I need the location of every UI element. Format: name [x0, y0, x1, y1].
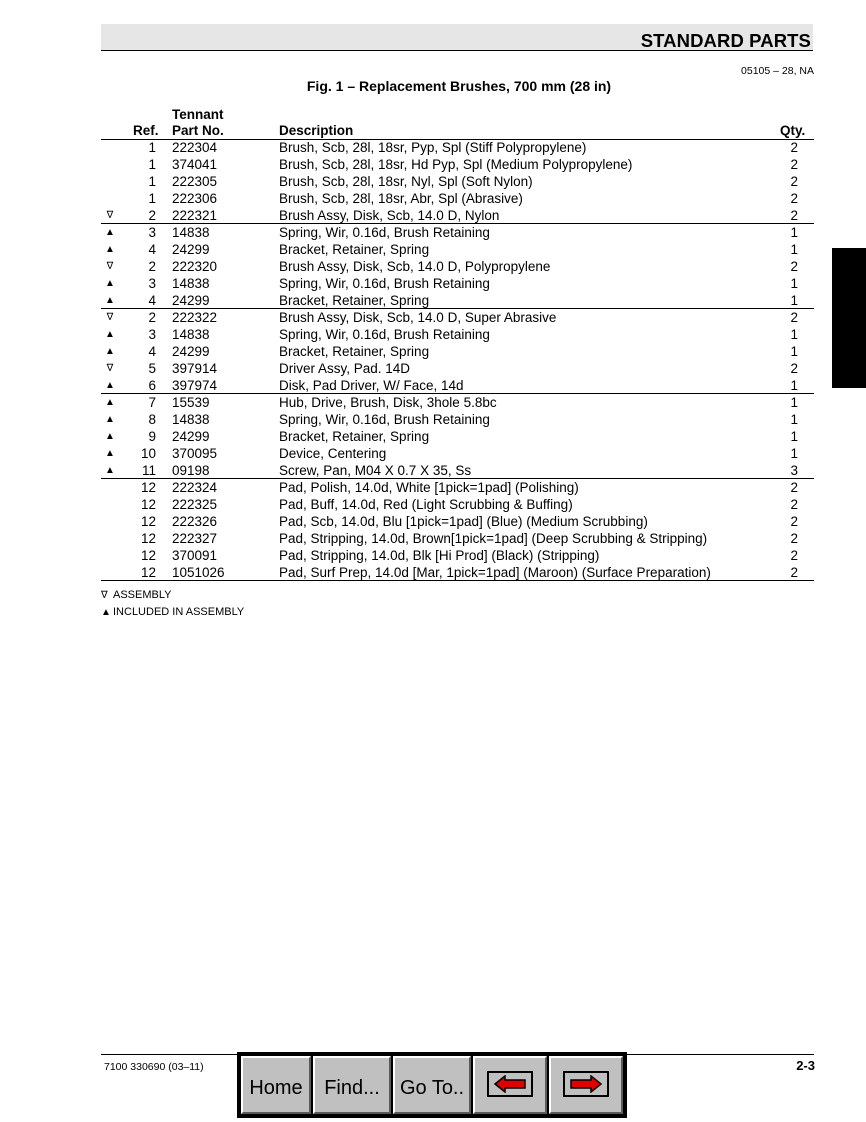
- row-mark: ∇: [106, 210, 114, 221]
- row-ref: 2: [148, 259, 156, 274]
- row-part-number: 222306: [172, 191, 218, 206]
- row-description: Brush, Scb, 28l, 18sr, Abr, Spl (Abrasive): [279, 191, 523, 206]
- row-ref: 9: [148, 429, 156, 444]
- table-row: [0, 462, 866, 479]
- find-button[interactable]: Find...: [313, 1056, 391, 1114]
- table-row: [0, 275, 866, 292]
- table-row: [0, 513, 866, 530]
- assembly-symbol: ∇: [101, 590, 108, 601]
- row-description: Bracket, Retainer, Spring: [279, 293, 430, 308]
- table-row: [0, 496, 866, 513]
- row-part-number: 24299: [172, 242, 210, 257]
- row-mark: ▲: [105, 295, 115, 306]
- row-qty: 1: [790, 395, 798, 410]
- row-ref: 3: [148, 327, 156, 342]
- row-part-number: 222327: [172, 531, 218, 546]
- row-ref: 1: [148, 140, 156, 155]
- row-description: Pad, Surf Prep, 14.0d [Mar, 1pick=1pad] (Maroon) (Surface Preparation): [279, 565, 711, 580]
- row-description: Bracket, Retainer, Spring: [279, 344, 430, 359]
- row-description: Brush Assy, Disk, Scb, 14.0 D, Polypropylene: [279, 259, 551, 274]
- manual-code: 7100 330690 (03–11): [104, 1061, 204, 1073]
- row-part-number: 397914: [172, 361, 218, 376]
- row-ref: 1: [148, 157, 156, 172]
- row-qty: 2: [790, 174, 798, 189]
- row-mark: ▲: [105, 329, 115, 340]
- goto-button[interactable]: Go To..: [393, 1056, 471, 1114]
- row-description: Pad, Buff, 14.0d, Red (Light Scrubbing & Buffing): [279, 497, 573, 512]
- table-row: [0, 207, 866, 224]
- row-qty: 1: [790, 276, 798, 291]
- row-ref: 1: [148, 174, 156, 189]
- col-head-part-line1: Tennant: [172, 107, 224, 122]
- table-row: [0, 326, 866, 343]
- table-row: [0, 156, 866, 173]
- row-part-number: 14838: [172, 412, 210, 427]
- row-qty: 1: [790, 446, 798, 461]
- row-mark: ▲: [105, 346, 115, 357]
- table-row: [0, 309, 866, 326]
- row-description: Brush Assy, Disk, Scb, 14.0 D, Nylon: [279, 208, 500, 223]
- row-description: Brush, Scb, 28l, 18sr, Nyl, Spl (Soft Nylon): [279, 174, 533, 189]
- next-page-button[interactable]: [549, 1056, 623, 1114]
- row-qty: 2: [790, 140, 798, 155]
- row-part-number: 14838: [172, 327, 210, 342]
- table-row: [0, 360, 866, 377]
- row-mark: ▲: [105, 448, 115, 459]
- row-qty: 3: [790, 463, 798, 478]
- section-title: STANDARD PARTS: [640, 30, 811, 51]
- table-row: [0, 547, 866, 564]
- row-part-number: 222305: [172, 174, 218, 189]
- row-description: Spring, Wir, 0.16d, Brush Retaining: [279, 327, 490, 342]
- included-symbol: ▲: [101, 607, 111, 618]
- row-description: Spring, Wir, 0.16d, Brush Retaining: [279, 225, 490, 240]
- row-qty: 2: [790, 259, 798, 274]
- row-description: Brush, Scb, 28l, 18sr, Pyp, Spl (Stiff Polypropylene): [279, 140, 587, 155]
- table-row: [0, 292, 866, 309]
- row-mark: ▲: [105, 380, 115, 391]
- row-ref: 8: [148, 412, 156, 427]
- right-arrow-icon: [569, 1075, 603, 1093]
- row-ref: 12: [140, 548, 156, 563]
- row-ref: 7: [148, 395, 156, 410]
- page-number: 2-3: [796, 1058, 815, 1073]
- row-qty: 1: [790, 429, 798, 444]
- table-row: [0, 479, 866, 496]
- row-ref: 12: [140, 497, 156, 512]
- row-part-number: 24299: [172, 429, 210, 444]
- doc-code: 05105 – 28, NA: [741, 65, 814, 77]
- row-ref: 12: [140, 565, 156, 580]
- row-part-number: 14838: [172, 225, 210, 240]
- legend-included: [101, 606, 244, 618]
- row-mark: ▲: [105, 244, 115, 255]
- row-description: Bracket, Retainer, Spring: [279, 429, 430, 444]
- row-qty: 1: [790, 293, 798, 308]
- row-description: Pad, Stripping, 14.0d, Brown[1pick=1pad] (Deep Scrubbing & Stripping): [279, 531, 708, 546]
- row-description: Hub, Drive, Brush, Disk, 3hole 5.8bc: [279, 395, 497, 410]
- row-ref: 5: [148, 361, 156, 376]
- previous-page-button[interactable]: [473, 1056, 547, 1114]
- row-part-number: 24299: [172, 293, 210, 308]
- row-qty: 2: [790, 480, 798, 495]
- table-end-rule: [101, 580, 814, 581]
- row-qty: 1: [790, 344, 798, 359]
- table-row: [0, 224, 866, 241]
- row-mark: ▲: [105, 278, 115, 289]
- col-head-qty: Qty.: [780, 123, 806, 138]
- row-part-number: 222325: [172, 497, 218, 512]
- row-mark: ▲: [105, 414, 115, 425]
- row-qty: 2: [790, 157, 798, 172]
- row-description: Driver Assy, Pad. 14D: [279, 361, 411, 376]
- row-qty: 2: [790, 514, 798, 529]
- row-ref: 4: [148, 344, 156, 359]
- row-part-number: 222322: [172, 310, 218, 325]
- legend-assembly: [101, 589, 172, 601]
- row-part-number: 222324: [172, 480, 218, 495]
- row-part-number: 24299: [172, 344, 210, 359]
- table-row: [0, 139, 866, 156]
- table-row: [0, 258, 866, 275]
- row-ref: 3: [148, 276, 156, 291]
- row-qty: 1: [790, 378, 798, 393]
- assembly-label: ASSEMBLY: [113, 589, 172, 601]
- col-head-part-line2: Part No.: [172, 123, 224, 138]
- included-label: INCLUDED IN ASSEMBLY: [113, 606, 245, 618]
- row-mark: ∇: [106, 312, 114, 323]
- row-qty: 2: [790, 531, 798, 546]
- row-description: Spring, Wir, 0.16d, Brush Retaining: [279, 276, 490, 291]
- table-row: [0, 173, 866, 190]
- row-ref: 12: [140, 514, 156, 529]
- previous-arrow-frame: [487, 1071, 533, 1097]
- table-row: [0, 343, 866, 360]
- row-ref: 3: [148, 225, 156, 240]
- row-qty: 2: [790, 191, 798, 206]
- row-ref: 11: [141, 463, 156, 478]
- row-ref: 4: [148, 293, 156, 308]
- row-qty: 1: [790, 327, 798, 342]
- row-mark: ∇: [106, 363, 114, 374]
- row-ref: 12: [140, 531, 156, 546]
- row-part-number: 370091: [172, 548, 218, 563]
- left-arrow-icon: [493, 1075, 527, 1093]
- row-ref: 2: [148, 208, 156, 223]
- row-part-number: 09198: [172, 463, 210, 478]
- row-qty: 1: [790, 225, 798, 240]
- row-part-number: 14838: [172, 276, 210, 291]
- row-description: Screw, Pan, M04 X 0.7 X 35, Ss: [279, 463, 472, 478]
- row-mark: ∇: [106, 261, 114, 272]
- table-row: [0, 241, 866, 258]
- row-description: Disk, Pad Driver, W/ Face, 14d: [279, 378, 464, 393]
- row-qty: 2: [790, 548, 798, 563]
- col-head-ref: Ref.: [133, 123, 159, 138]
- row-mark: ▲: [105, 431, 115, 442]
- row-qty: 2: [790, 565, 798, 580]
- table-row: [0, 377, 866, 394]
- table-row: [0, 564, 866, 581]
- row-mark: ▲: [105, 397, 115, 408]
- row-ref: 10: [140, 446, 156, 461]
- row-description: Brush, Scb, 28l, 18sr, Hd Pyp, Spl (Medium Polypropylene): [279, 157, 633, 172]
- row-part-number: 222304: [172, 140, 218, 155]
- table-row: [0, 428, 866, 445]
- row-qty: 1: [790, 242, 798, 257]
- table-row: [0, 394, 866, 411]
- row-description: Pad, Scb, 14.0d, Blu [1pick=1pad] (Blue) (Medium Scrubbing): [279, 514, 648, 529]
- row-description: Brush Assy, Disk, Scb, 14.0 D, Super Abrasive: [279, 310, 557, 325]
- home-button[interactable]: Home: [241, 1056, 311, 1114]
- table-row: [0, 445, 866, 462]
- row-qty: 2: [790, 208, 798, 223]
- row-part-number: 222326: [172, 514, 218, 529]
- header-bar: [101, 24, 813, 51]
- row-description: Pad, Stripping, 14.0d, Blk [Hi Prod] (Black) (Stripping): [279, 548, 600, 563]
- row-description: Bracket, Retainer, Spring: [279, 242, 430, 257]
- row-qty: 2: [790, 497, 798, 512]
- row-part-number: 370095: [172, 446, 218, 461]
- row-ref: 1: [148, 191, 156, 206]
- parts-table: [0, 139, 866, 581]
- figure-title: Fig. 1 – Replacement Brushes, 700 mm (28 in): [306, 78, 612, 94]
- nav-bar: [237, 1052, 627, 1118]
- row-ref: 4: [148, 242, 156, 257]
- table-row: [0, 411, 866, 428]
- row-qty: 1: [790, 412, 798, 427]
- section-tab: [832, 248, 866, 388]
- row-part-number: 1051026: [172, 565, 225, 580]
- row-part-number: 397974: [172, 378, 218, 393]
- row-mark: ▲: [105, 227, 115, 238]
- col-head-description: Description: [279, 123, 354, 138]
- row-mark: ▲: [105, 465, 115, 476]
- table-row: [0, 530, 866, 547]
- next-arrow-frame: [563, 1071, 609, 1097]
- row-qty: 2: [790, 361, 798, 376]
- row-part-number: 374041: [172, 157, 218, 172]
- row-ref: 2: [148, 310, 156, 325]
- row-part-number: 222321: [172, 208, 218, 223]
- row-description: Pad, Polish, 14.0d, White [1pick=1pad] (Polishing): [279, 480, 579, 495]
- row-part-number: 222320: [172, 259, 218, 274]
- row-description: Device, Centering: [279, 446, 387, 461]
- row-ref: 12: [140, 480, 156, 495]
- row-description: Spring, Wir, 0.16d, Brush Retaining: [279, 412, 490, 427]
- row-ref: 6: [148, 378, 156, 393]
- row-part-number: 15539: [172, 395, 210, 410]
- table-row: [0, 190, 866, 207]
- row-qty: 2: [790, 310, 798, 325]
